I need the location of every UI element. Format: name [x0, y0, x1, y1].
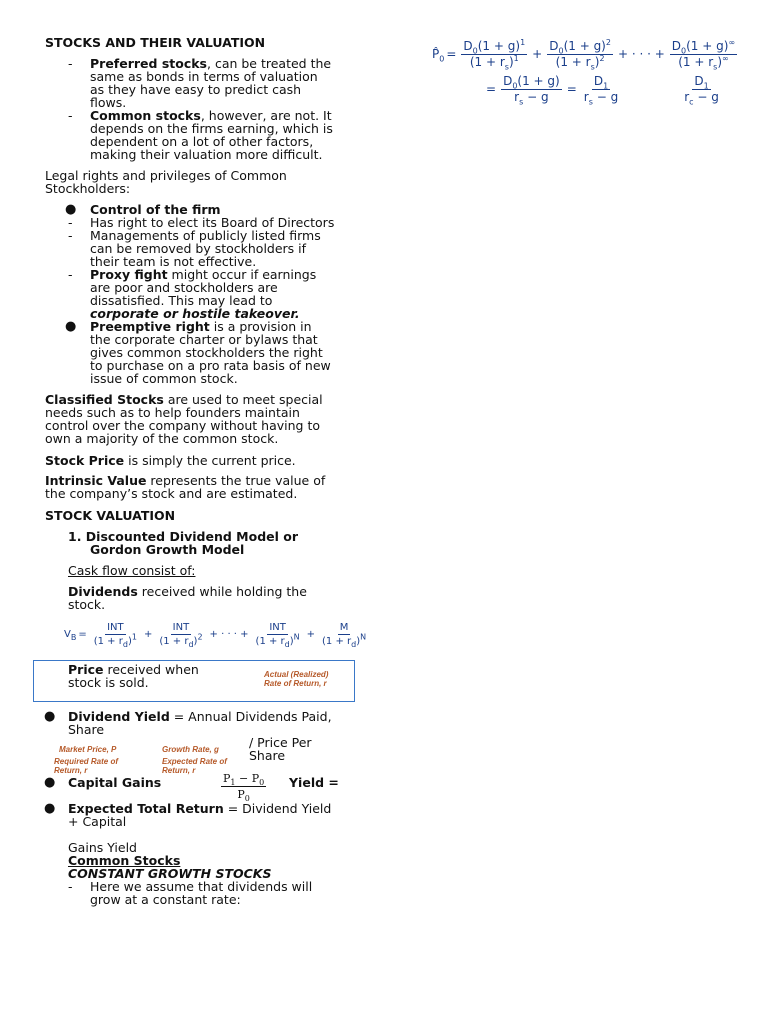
bond-value-formula: $V_B$ = $\frac{\text{INT}}{(1 + r_d)^1}$ + $\frac{\text{INT}}{(1 + r_d)^2}$ + · · · + $\frac{\text{INT}}{(1 + r_d)^N}$ + $\frac{M}{(1 + r_d)^N}$ — [64, 622, 367, 649]
dividend-yield-item: Dividend Yield = Annual Dividends Paid, Share — [68, 709, 332, 737]
stock-valuation-heading: STOCK VALUATION — [45, 508, 176, 523]
constant-growth-heading: CONSTANT GROWTH STOCKS — [68, 866, 272, 881]
realized-return-label: Actual (Realized) Rate of Return, r — [264, 670, 329, 688]
orange-required-return: Required Rate of Return, r — [54, 757, 119, 775]
legal-rights-paragraph: Legal rights and privileges of Common Stockholders: — [45, 168, 287, 196]
bullet-dot: ● — [44, 801, 56, 816]
orange-expected-return: Expected Rate of Return, r — [162, 757, 227, 775]
dividend-discount-formula: $P̂_0$ = $\frac{D_0(1 + g)^1}{(1 + r_s)^1}$ + $\frac{D_0(1 + g)^2}{(1 + r_s)^2}$ + · · · + $\frac{D_0(1 + g)^\infty}{(1 + r_s)^\infty}$ = $\frac{D_0(1 + g)}{r_s - g}$ = $\frac{D_1}{r_s - g}$ $\frac{D_1}{r_c - g}$ — [432, 38, 736, 107]
main-heading: STOCKS AND THEIR VALUATION — [45, 35, 266, 50]
price-received-text: Price received when stock is sold. — [68, 662, 199, 690]
bullet-dot: ● — [44, 775, 56, 790]
vb-term-1: $\frac{\text{INT}}{(1 + r_d)^1}$ — [93, 622, 137, 649]
capital-gains-fraction: $\frac{P_1 - P_0}{P_0}$ — [223, 772, 265, 804]
dividends-paragraph: Dividends received while holding the stock. — [68, 584, 307, 612]
preemptive-right-item: Preemptive right is a provision in the corporate charter or bylaws that gives common stockholders the right to purchase on a pro rata basis of new issue of common stock. — [90, 319, 331, 386]
gordon-term: $\frac{D_0(1 + g)}{r_s - g}$ — [503, 74, 560, 107]
capital-gains-label: Capital Gains — [68, 775, 162, 790]
cash-flow-label: Cask flow consist of: — [68, 563, 196, 578]
proxy-fight-item: Proxy fight might occur if earnings are poor and stockholders are dissatisfied. This may lead to corporate or hostile takeover. — [90, 267, 317, 321]
stock-price-paragraph: Stock Price is simply the current price. — [45, 453, 296, 468]
dash-bullet: - — [68, 228, 73, 243]
intrinsic-value-paragraph: Intrinsic Value represents the true value of the company’s stock and are estimated. — [45, 473, 326, 501]
bullet-dot: ● — [65, 202, 77, 217]
managements-item: Managements of publicly listed firms can be removed by stockholders if their team is not effective. — [90, 228, 321, 269]
control-of-firm: Control of the firm — [90, 202, 221, 217]
constant-growth-assumption: Here we assume that dividends will grow at a constant rate: — [90, 879, 313, 907]
gordon-d1-term: $\frac{D_1}{r_s - g}$ — [583, 74, 619, 107]
bullet-dot: ● — [65, 319, 77, 334]
dash-bullet: - — [68, 108, 73, 123]
vb-term-m: $\frac{M}{(1 + r_d)^N}$ — [322, 622, 367, 649]
p0-term-1: $\frac{D_0(1 + g)^1}{(1 + r_s)^1}$ — [463, 38, 526, 72]
gains-yield-text: Gains Yield — [68, 840, 137, 855]
orange-market-price: Market Price, P — [59, 745, 117, 754]
vb-term-2: $\frac{\text{INT}}{(1 + r_d)^2}$ — [159, 622, 203, 649]
dash-bullet: - — [68, 879, 73, 894]
orange-growth-rate: Growth Rate, g — [162, 745, 219, 754]
price-per-share: / Price Per Share — [249, 735, 312, 763]
p0-term-inf: $\frac{D_0(1 + g)^\infty}{(1 + r_s)^\infty}$ — [671, 38, 736, 72]
ddm-heading: 1. Discounted Dividend Model or Gordon Growth Model — [68, 529, 299, 557]
dash-bullet: - — [68, 56, 73, 71]
vb-term-n: $\frac{\text{INT}}{(1 + r_d)^N}$ — [255, 622, 300, 649]
common-stocks-heading: Common Stocks — [68, 853, 181, 868]
bullet-dot: ● — [44, 709, 56, 724]
common-stocks-item: Common stocks, however, are not. It depends on the firms earning, which is dependent on a lot of other factors, making their valuation more difficult. — [90, 108, 333, 162]
capital-gains-yield-label: Yield = — [289, 775, 339, 790]
dash-bullet: - — [68, 267, 73, 282]
gordon-d1-rc-term: $\frac{D_1}{r_c - g}$ — [684, 74, 719, 107]
p0-term-2: $\frac{D_0(1 + g)^2}{(1 + r_s)^2}$ — [549, 38, 611, 72]
dash-bullet: - — [68, 215, 73, 230]
classified-stocks-paragraph: Classified Stocks are used to meet special needs such as to help founders maintain control over the company without having to own a majority of the common stock. — [45, 392, 323, 446]
expected-total-return-item: Expected Total Return = Dividend Yield + Capital — [68, 801, 332, 829]
preferred-stocks-item: Preferred stocks, can be treated the same as bonds in terms of valuation as they have easy to predict cash flows. — [90, 56, 332, 110]
elect-board-item: Has right to elect its Board of Directors — [90, 215, 335, 230]
p0-symbol: $P̂_0$ — [432, 47, 445, 64]
